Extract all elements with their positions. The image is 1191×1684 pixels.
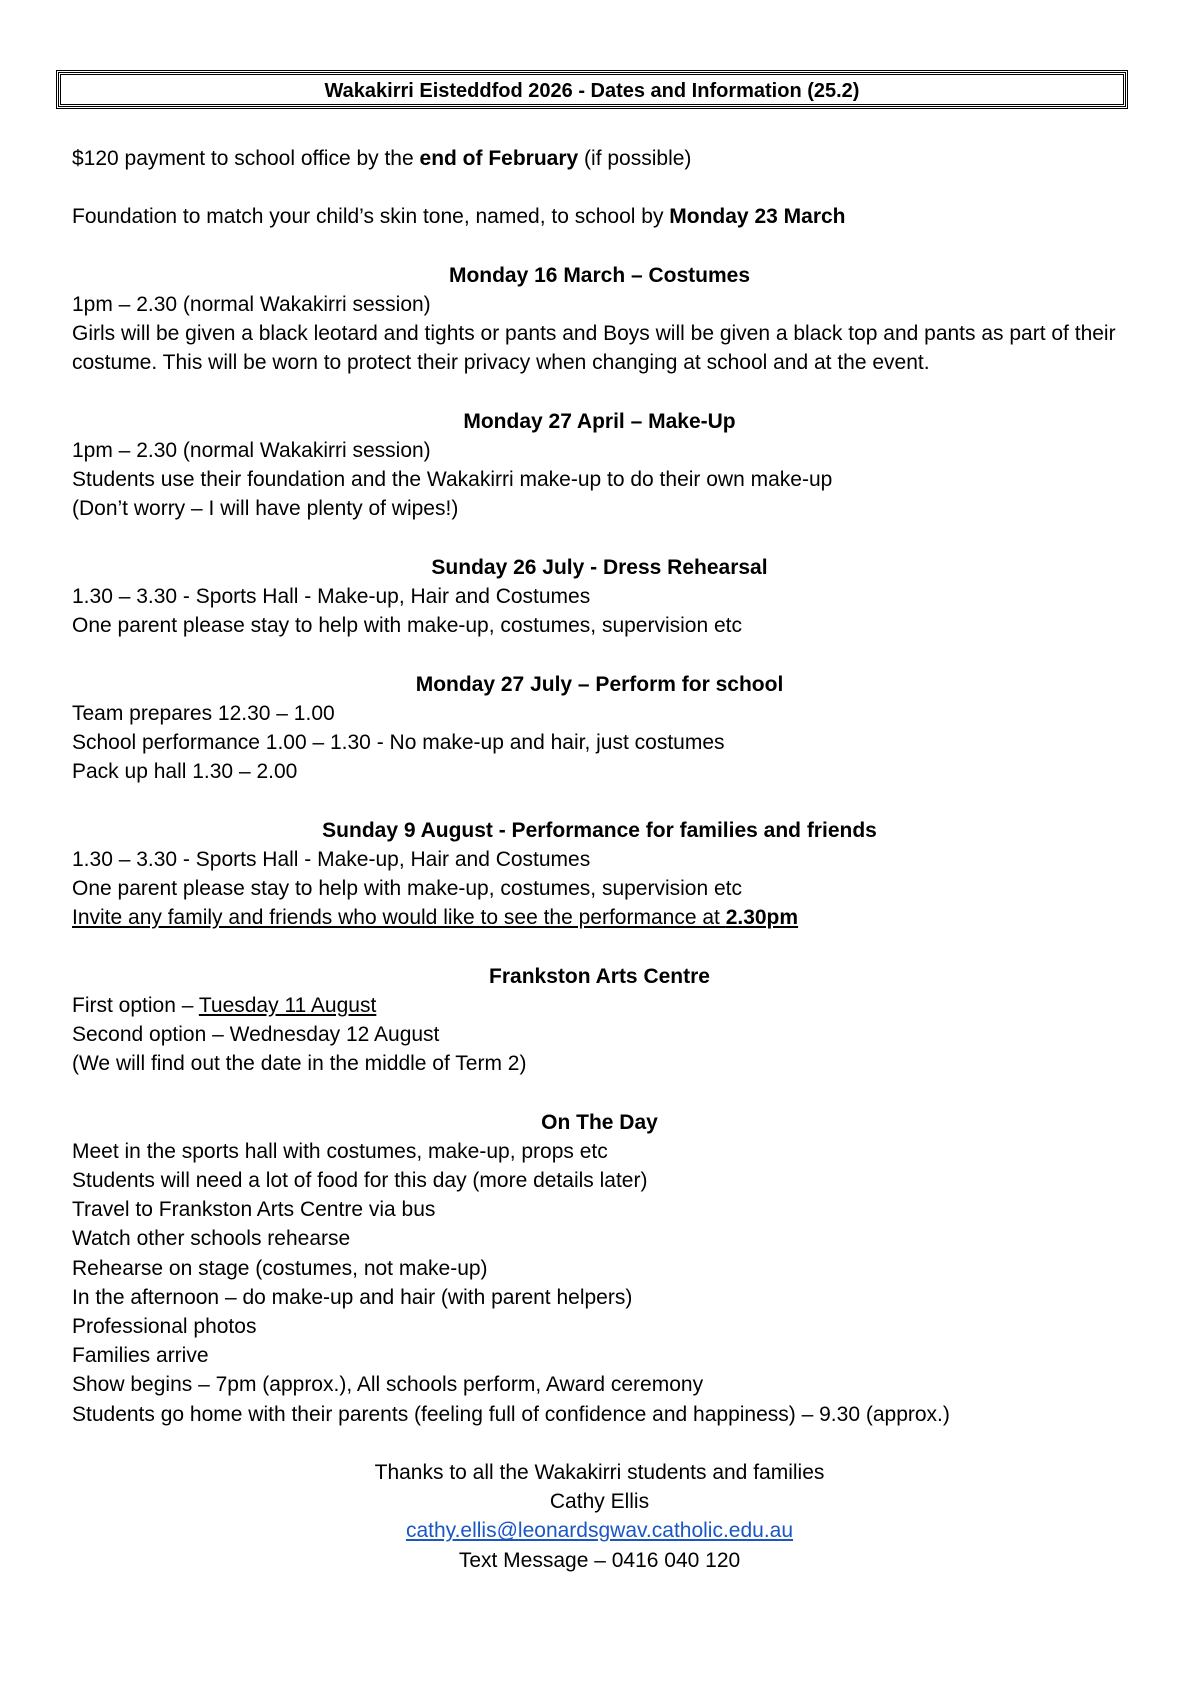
on-the-day-item: Professional photos xyxy=(72,1315,257,1338)
on-the-day-heading: On The Day xyxy=(541,1110,658,1134)
school-performance-line: Pack up hall 1.30 – 2.00 xyxy=(72,760,298,784)
frankston-second-option: Second option – Wednesday 12 August xyxy=(72,1022,440,1046)
families-line: 1.30 – 3.30 - Sports Hall - Make-up, Hair and Costumes xyxy=(72,847,591,871)
closing-email-line xyxy=(72,1516,1127,1545)
on-the-day-item: Rehearse on stage (costumes, not make-up) xyxy=(72,1256,488,1280)
document-title: Wakakirri Eisteddfod 2026 - Dates and Information (25.2) xyxy=(324,80,860,102)
dress-rehearsal-heading: Sunday 26 July - Dress Rehearsal xyxy=(431,555,768,579)
makeup-line: 1pm – 2.30 (normal Wakakirri session) xyxy=(72,438,431,462)
families-invite xyxy=(72,903,1127,932)
closing-phone: Text Message – 0416 040 120 xyxy=(458,1548,741,1572)
on-the-day-item: Students will need a lot of food for this day (more details later) xyxy=(72,1168,648,1192)
families-line: One parent please stay to help with make-up, costumes, supervision etc xyxy=(72,876,743,900)
on-the-day-item: Students go home with their parents (feeling full of confidence and happiness) – 9.30 (approx.) xyxy=(72,1402,950,1426)
frankston-note: (We will find out the date in the middle of Term 2) xyxy=(72,1052,527,1076)
email-link[interactable]: cathy.ellis@leonardsgwav.catholic.edu.au xyxy=(405,1519,794,1543)
makeup-heading: Monday 27 April – Make-Up xyxy=(463,409,736,433)
on-the-day-item: Show begins – 7pm (approx.), All schools perform, Award ceremony xyxy=(72,1373,704,1397)
invite-time: 2.30pm xyxy=(725,906,799,930)
document-body xyxy=(72,144,1127,1575)
frankston-first-option xyxy=(72,991,1127,1020)
payment-text: $120 payment to school office by the xyxy=(72,147,420,170)
on-the-day-item: Travel to Frankston Arts Centre via bus xyxy=(72,1198,436,1222)
closing-thanks: Thanks to all the Wakakirri students and families xyxy=(374,1461,825,1484)
dress-rehearsal-line: One parent please stay to help with make-up, costumes, supervision etc xyxy=(72,614,743,638)
on-the-day-item: In the afternoon – do make-up and hair (with parent helpers) xyxy=(72,1285,633,1309)
school-performance-line: Team prepares 12.30 – 1.00 xyxy=(72,701,335,725)
families-heading: Sunday 9 August - Performance for families and friends xyxy=(322,818,877,842)
dress-rehearsal-line: 1.30 – 3.30 - Sports Hall - Make-up, Hair and Costumes xyxy=(72,584,591,608)
invite-text: Invite any family and friends who would like to see the performance at xyxy=(72,906,726,930)
costumes-time: 1pm – 2.30 (normal Wakakirri session) xyxy=(72,292,431,316)
on-the-day-item: Families arrive xyxy=(72,1344,209,1368)
first-option-date: Tuesday 11 August xyxy=(198,993,377,1017)
on-the-day-item: Meet in the sports hall with costumes, make-up, props etc xyxy=(72,1139,608,1163)
costumes-heading: Monday 16 March – Costumes xyxy=(448,263,751,287)
title-box xyxy=(58,72,1126,107)
frankston-heading: Frankston Arts Centre xyxy=(489,964,710,988)
costumes-text: Girls will be given a black leotard and tights or pants and Boys will be given a black top and pants as part of their costume. This will be worn to protect their privacy when changing at school and at the event. xyxy=(72,322,1116,375)
payment-note: (if possible) xyxy=(578,147,692,170)
foundation-deadline: Monday 23 March xyxy=(669,205,846,229)
makeup-line: (Don’t worry – I will have plenty of wipes!) xyxy=(72,497,459,521)
closing-name: Cathy Ellis xyxy=(549,1490,650,1514)
makeup-line: Students use their foundation and the Wakakirri make-up to do their own make-up xyxy=(72,468,833,492)
on-the-day-item: Watch other schools rehearse xyxy=(72,1227,351,1251)
foundation-text: Foundation to match your child’s skin tone, named, to school by xyxy=(72,205,670,229)
school-performance-line: School performance 1.00 – 1.30 - No make-up and hair, just costumes xyxy=(72,730,725,754)
school-performance-heading: Monday 27 July – Perform for school xyxy=(415,672,784,696)
first-option-label: First option – xyxy=(72,993,199,1017)
payment-line xyxy=(72,144,1127,173)
payment-deadline: end of February xyxy=(419,147,579,170)
foundation-line xyxy=(72,202,1127,231)
